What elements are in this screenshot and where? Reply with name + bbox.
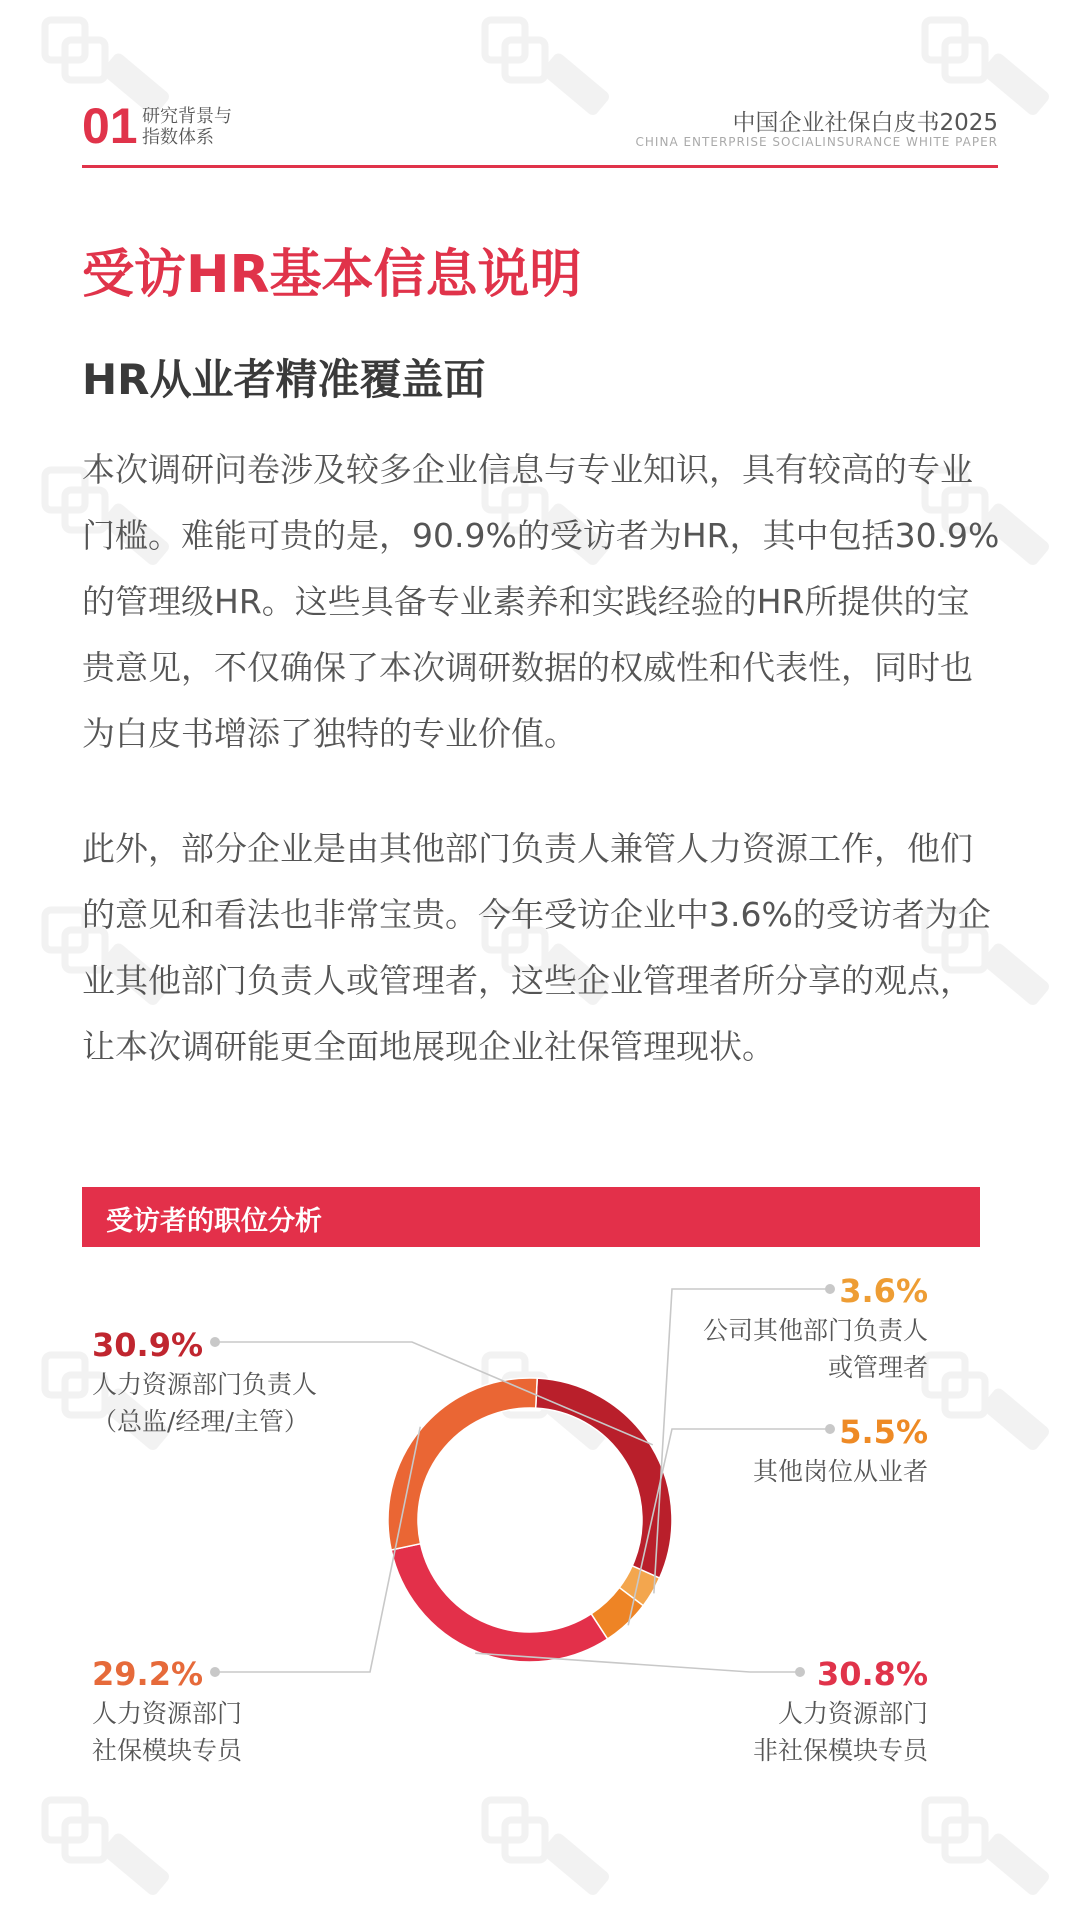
slice-si-specialist — [388, 1378, 537, 1550]
leader-dot — [825, 1284, 835, 1294]
report-subtitle: CHINA ENTERPRISE SOCIALINSURANCE WHITE PAPER — [635, 135, 998, 149]
slice-label-line: 公司其他部门负责人 — [702, 1316, 928, 1345]
slice-label-line: 其他岗位从业者 — [752, 1457, 928, 1486]
leader-dot — [795, 1667, 805, 1677]
section-name-line-2: 指数体系 — [142, 127, 214, 148]
slice-label-si-specialist — [92, 1695, 242, 1769]
page-title: 受访HR基本信息说明 — [82, 245, 582, 305]
chart-title: 受访者的职位分析 — [106, 1206, 322, 1237]
slice-label-other-staff — [753, 1453, 928, 1490]
slice-label-line: 非社保模块专员 — [752, 1736, 928, 1765]
slice-pct-other-staff: 5.5% — [839, 1413, 928, 1451]
paragraph-2: 此外，部分企业是由其他部门负责人兼管人力资源工作，他们的意见和看法也非常宝贵。今年受访企业中3.6%的受访者为企业其他部门负责人或管理者，这些企业管理者所分享的观点，让本次调研能更全面地展现企业社保管理现状。 — [82, 829, 991, 1066]
slice-label-line: 或管理者 — [827, 1353, 928, 1382]
slice-pct-non-si-specialist: 30.8% — [816, 1655, 928, 1693]
slice-label-line: 人力资源部门负责人 — [92, 1370, 318, 1399]
slice-non-si-specialist — [391, 1544, 607, 1662]
leader-dot — [825, 1424, 835, 1434]
report-title: 中国企业社保白皮书2025 — [732, 110, 998, 136]
slice-label-other-manager — [703, 1312, 928, 1386]
slice-label-hr-head — [92, 1366, 317, 1440]
slice-pct-si-specialist: 29.2% — [92, 1655, 204, 1693]
section-number: 01 — [82, 98, 138, 154]
slice-label-line: 社保模块专员 — [92, 1736, 243, 1765]
section-name-line-1: 研究背景与 — [142, 106, 232, 127]
slice-label-line: 人力资源部门 — [92, 1699, 243, 1728]
leader-line — [215, 1427, 420, 1672]
paragraph-1: 本次调研问卷涉及较多企业信息与专业知识，具有较高的专业门槛。难能可贵的是，90.9%的受访者为HR，其中包括30.9%的管理级HR。这些具备专业素养和实践经验的HR所提供的宝贵意见，不仅确保了本次调研数据的权威性和代表性，同时也为白皮书增添了独特的专业价值。 — [82, 450, 1000, 753]
slice-label-line: （总监/经理/主管） — [92, 1407, 309, 1436]
leader-dot — [210, 1667, 220, 1677]
slice-pct-other-manager: 3.6% — [839, 1272, 928, 1310]
section-subtitle: HR从业者精准覆盖面 — [82, 355, 486, 404]
leader-dot — [210, 1337, 220, 1347]
slice-pct-hr-head: 30.9% — [92, 1326, 204, 1364]
slice-hr-head — [536, 1378, 672, 1578]
slice-label-line: 人力资源部门 — [777, 1699, 928, 1728]
slice-label-non-si-specialist — [753, 1695, 928, 1769]
